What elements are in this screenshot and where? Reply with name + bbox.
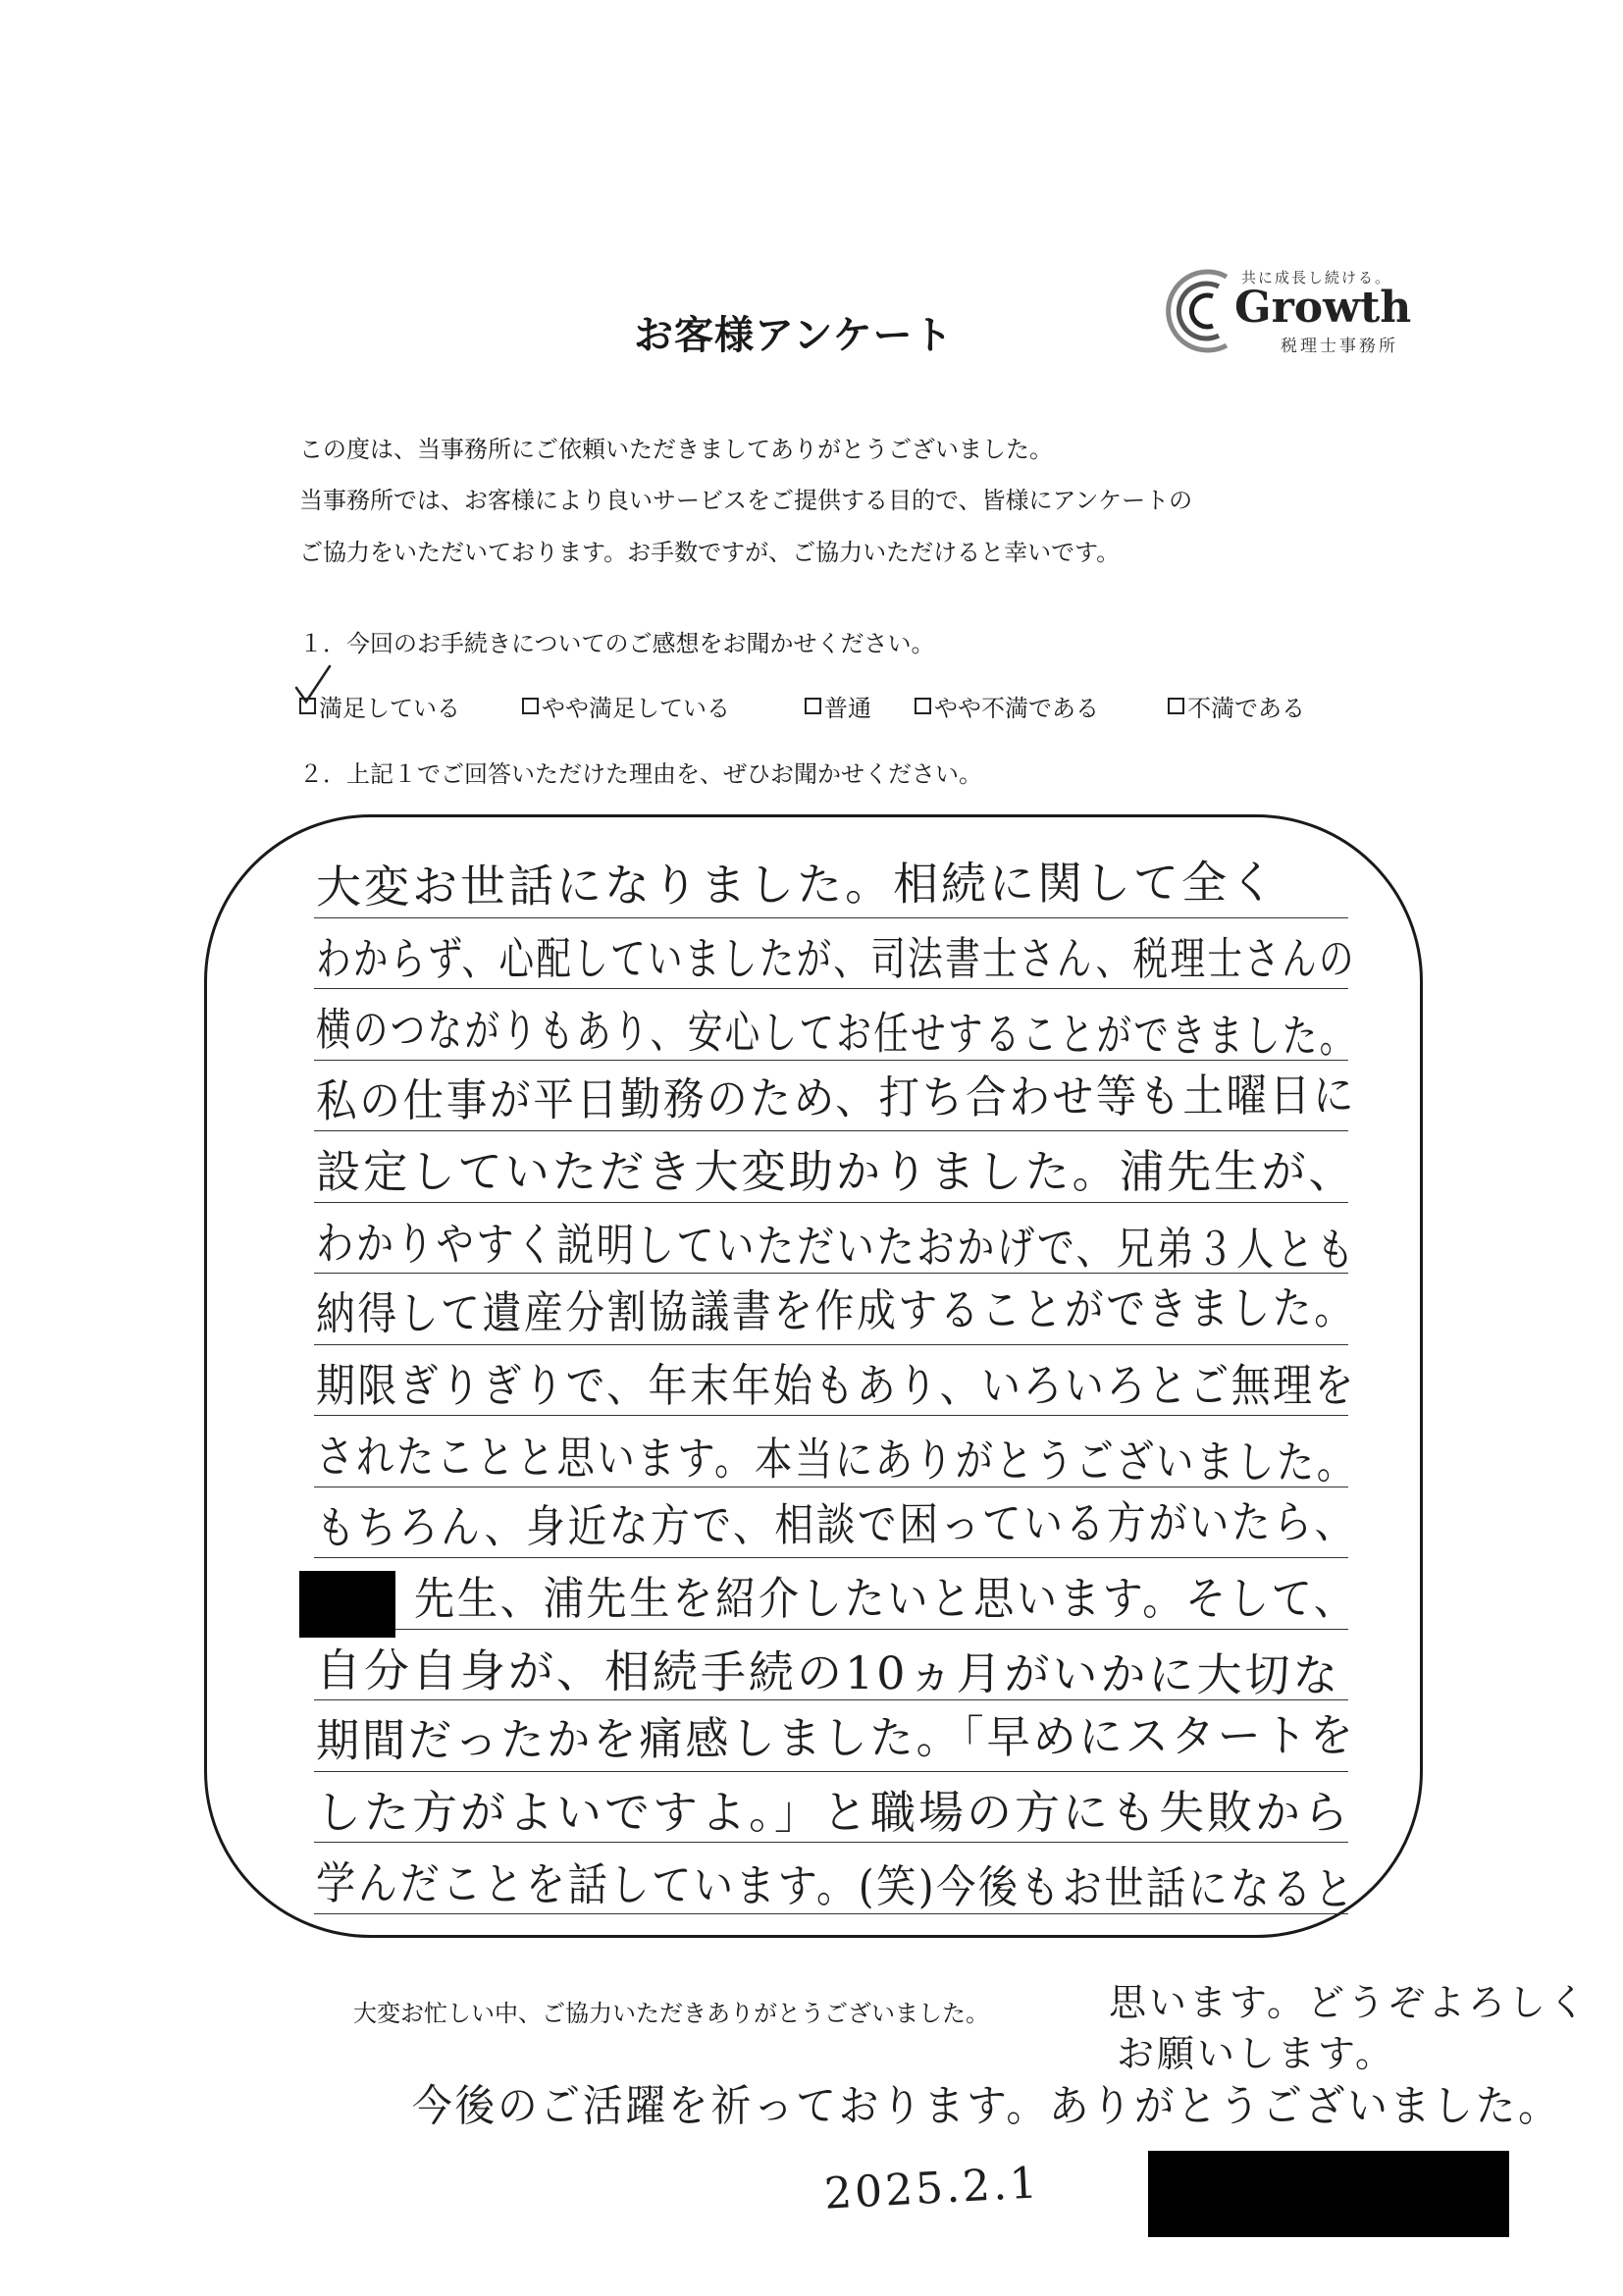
answer-rule-line bbox=[314, 1629, 1348, 1630]
option-dissatisfied[interactable] bbox=[1168, 689, 1305, 723]
option-somewhat-satisfied[interactable] bbox=[522, 689, 730, 723]
logo-name: Growth bbox=[1234, 283, 1412, 333]
answer-rule-line bbox=[314, 1344, 1348, 1345]
checkbox-icon[interactable] bbox=[915, 698, 931, 714]
answer-line: 私の仕事が平日勤務のため、打ち合わせ等も土曜日に bbox=[315, 1068, 1357, 1127]
answer-rule-line bbox=[314, 1842, 1348, 1843]
option-label: 満足している bbox=[319, 695, 460, 722]
answer-rule-line bbox=[314, 1130, 1348, 1131]
answer-line: わからず、心配していましたが、司法書士さん、税理士さんの bbox=[316, 931, 1356, 985]
answer-rule-line bbox=[314, 917, 1348, 918]
option-label: 普通 bbox=[824, 695, 871, 722]
answer-line: 設定していただき大変助かりました。浦先生が、 bbox=[316, 1145, 1356, 1198]
answer-line: 先生、浦先生を紹介したいと思います。そして、 bbox=[414, 1572, 1357, 1625]
handwritten-extra-line: お願いします。 bbox=[1117, 2032, 1395, 2075]
checkbox-icon[interactable] bbox=[1168, 698, 1184, 714]
handwritten-extra-line: 今後のご活躍を祈っております。ありがとうございました。 bbox=[412, 2081, 1561, 2131]
intro-line: 当事務所では、お客様により良いサービスをご提供する目的で、皆様にアンケートの bbox=[299, 487, 1193, 514]
answer-rule-line bbox=[314, 988, 1348, 989]
answer-line: 期間だったかを痛感しました。「早めにスタートを bbox=[315, 1708, 1356, 1767]
answer-rule-line bbox=[314, 1771, 1348, 1772]
option-label: やや満足している bbox=[542, 695, 730, 722]
option-neutral[interactable] bbox=[805, 689, 871, 723]
answer-line: 自分自身が、相続手続の10ヵ月がいかに大切な bbox=[315, 1643, 1341, 1701]
answer-line: した方がよいですよ。」と職場の方にも失敗から bbox=[316, 1785, 1351, 1839]
handwritten-date: 2025.2.1 bbox=[822, 2158, 1042, 2219]
option-label: やや不満である bbox=[934, 695, 1099, 722]
logo-subtitle: 税理士事務所 bbox=[1281, 337, 1398, 356]
intro-line: ご協力をいただいております。お手数ですが、ご協力いただけると幸いです。 bbox=[299, 539, 1121, 566]
answer-rule-line bbox=[314, 1557, 1348, 1558]
option-somewhat-dissatisfied[interactable] bbox=[915, 689, 1099, 723]
question-1-label: １．今回のお手続きについてのご感想をお聞かせください。 bbox=[299, 630, 935, 657]
answer-line: 納得して遺産分割協議書を作成することができました。 bbox=[315, 1280, 1356, 1340]
answer-rule-line bbox=[314, 1202, 1348, 1203]
redaction-block bbox=[1148, 2151, 1509, 2237]
answer-line: 学んだことを話しています。(笑)今後もお世話になると bbox=[315, 1856, 1357, 1916]
answer-rule-line bbox=[314, 1415, 1348, 1416]
intro-line: この度は、当事務所にご依頼いただきましてありがとうございました。 bbox=[299, 436, 1053, 463]
handwritten-extra-line: 思います。どうぞよろしく bbox=[1109, 1981, 1589, 2024]
answer-line: わかりやすく説明していただいたおかげで、兄弟３人とも bbox=[315, 1216, 1357, 1277]
answer-line: 横のつながりもあり、安心してお任せすることができました。 bbox=[315, 1003, 1357, 1064]
checkmark-icon bbox=[290, 662, 336, 707]
page-title: お客様アンケート bbox=[634, 313, 954, 358]
checkbox-icon[interactable] bbox=[805, 698, 821, 714]
question-2-label: ２．上記１でご回答いただけた理由を、ぜひお聞かせください。 bbox=[299, 760, 982, 788]
closing-message: 大変お忙しい中、ご協力いただきありがとうございました。 bbox=[353, 2000, 989, 2027]
answer-line: 期限ぎりぎりで、年末年始もあり、いろいろとご無理を bbox=[316, 1358, 1357, 1412]
checkbox-icon[interactable] bbox=[522, 698, 539, 714]
logo-tagline: 共に成長し続ける。 bbox=[1241, 269, 1392, 287]
answer-line: もちろん、身近な方で、相談で困っている方がいたら、 bbox=[315, 1494, 1357, 1554]
redaction-block bbox=[299, 1571, 395, 1638]
answer-line: 大変お世話になりました。相続に関して全く bbox=[315, 855, 1279, 913]
option-label: 不満である bbox=[1187, 695, 1305, 722]
answer-line: されたことと思います。本当にありがとうございました。 bbox=[315, 1430, 1357, 1489]
